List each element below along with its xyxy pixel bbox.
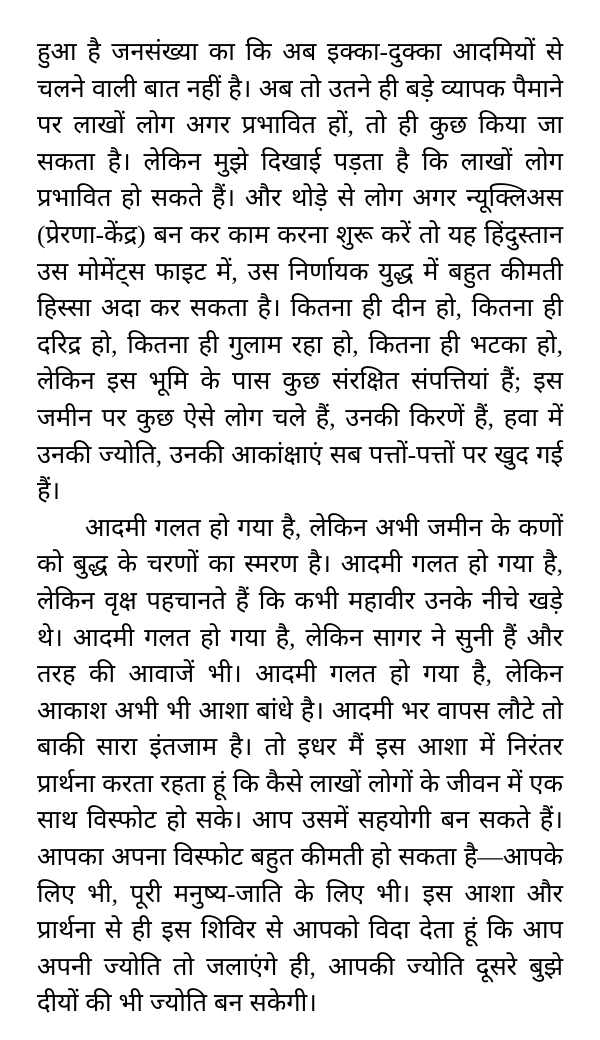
document-text-body: [37, 34, 563, 1022]
paragraph-2: आदमी गलत हो गया है, लेकिन अभी जमीन के कणों को बुद्ध के चरणों का स्मरण है। आदमी गलत हो गया है, लेकिन वृक्ष पहचानते हैं कि कभी महावीर उनके नीचे खड़े थे। आदमी गलत हो गया है, लेकिन सागर ने सुनी हैं और तरह की आवाजें भी। आदमी गलत हो गया है, लेकिन आकाश अभी भी आशा बांधे है। आदमी भर वापस लौटे तो बाकी सारा इंतजाम है। तो इधर मैं इस आशा में निरंतर प्रार्थना करता रहता हूं कि कैसे लाखों लोगों के जीवन में एक साथ विस्फोट हो सके। आप उसमें सहयोगी बन सकते हैं। आपका अपना विस्फोट बहुत कीमती हो सकता है—आपके लिए भी, पूरी मनुष्य-जाति के लिए भी। इस आशा और प्रार्थना से ही इस शिविर से आपको विदा देता हूं कि आप अपनी ज्योति तो जलाएंगे ही, आपकी ज्योति दूसरे बुझे दीयों की भी ज्योति बन सकेगी।: [37, 512, 563, 1018]
paragraph-1: हुआ है जनसंख्या का कि अब इक्का-दुक्का आदमियों से चलने वाली बात नहीं है। अब तो उतने ही बड़े व्यापक पैमाने पर लाखों लोग अगर प्रभावित हों, तो ही कुछ किया जा सकता है। लेकिन मुझे दिखाई पड़ता है कि लाखों लोग प्रभावित हो सकते हैं। और थोड़े से लोग अगर न्यूक्लिअस (प्रेरणा-केंद्र) बन कर काम करना शुरू करें तो यह हिंदुस्तान उस मोमेंट्स फाइट में, उस निर्णायक युद्ध में बहुत कीमती हिस्सा अदा कर सकता है। कितना ही दीन हो, कितना ही दरिद्र हो, कितना ही गुलाम रहा हो, कितना ही भटका हो, लेकिन इस भूमि के पास कुछ संरक्षित संपत्तियां हैं; इस जमीन पर कुछ ऐसे लोग चले हैं, उनकी किरणें हैं, हवा में उनकी ज्योति, उनकी आकांक्षाएं सब पत्तों-पत्तों पर खुद गई हैं।: [37, 37, 563, 506]
